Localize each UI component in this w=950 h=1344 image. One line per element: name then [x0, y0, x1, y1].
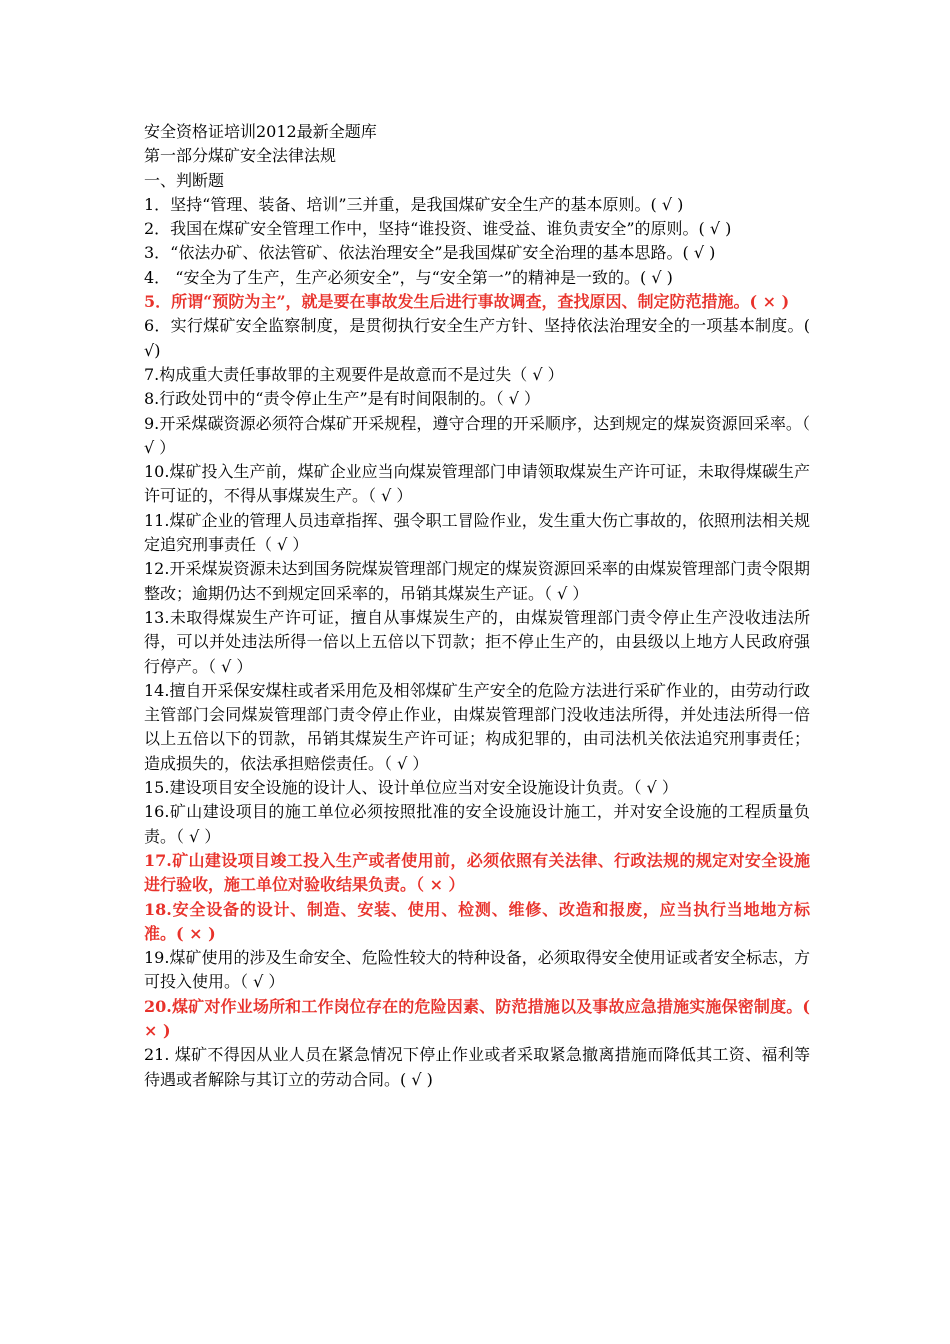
question-item: 16.矿山建设项目的施工单位必须按照批准的安全设施设计施工，并对安全设施的工程质量负责。（ √ ）: [144, 802, 810, 846]
question-item: 13.未取得煤炭生产许可证，擅自从事煤炭生产的，由煤炭管理部门责令停止生产没收违法所得，可以并处违法所得一倍以上五倍以下罚款；拒不停止生产的，由县级以上地方人民政府强行停产。（ √ ）: [144, 607, 810, 676]
question-item: 4． “安全为了生产，生产必须安全”，与“安全第一”的精神是一致的。( √ ): [144, 267, 673, 287]
question-item: 1．坚持“管理、装备、培训”三并重，是我国煤矿安全生产的基本原则。( √ ): [144, 194, 684, 214]
part-heading: 第一部分煤矿安全法律法规: [144, 146, 337, 166]
question-item: 3．“依法办矿、依法管矿、依法治理安全”是我国煤矿安全治理的基本思路。( √ ): [144, 243, 716, 263]
question-item: 8.行政处罚中的“责令停止生产”是有时间限制的。（ √ ）: [144, 389, 540, 409]
section-heading: 一、判断题: [144, 170, 225, 190]
question-item: 9.开采煤碳资源必须符合煤矿开采规程，遵守合理的开采顺序，达到规定的煤炭资源回采率。（ √ ）: [144, 413, 810, 457]
question-item: 15.建设项目安全设施的设计人、设计单位应当对安全设施设计负责。（ √ ）: [144, 778, 678, 798]
question-item: 21. 煤矿不得因从业人员在紧急情况下停止作业或者采取紧急撤离措施而降低其工资、福利等待遇或者解除与其订立的劳动合同。( √ ): [144, 1045, 810, 1089]
question-item: 10.煤矿投入生产前，煤矿企业应当向煤炭管理部门申请领取煤炭生产许可证，未取得煤碳生产许可证的，不得从事煤炭生产。（ √ ）: [144, 462, 810, 506]
question-item: 17.矿山建设项目竣工投入生产或者使用前，必须依照有关法律、行政法规的规定对安全设施进行验收，施工单位对验收结果负责。（ × ）: [144, 850, 810, 895]
question-item: 7.构成重大责任事故罪的主观要件是故意而不是过失（ √ ）: [144, 364, 564, 384]
question-item: 18.安全设备的设计、制造、安装、使用、检测、维修、改造和报废，应当执行当地地方标准。( × ): [144, 899, 810, 943]
question-item: 5．所谓“预防为主”，就是要在事故发生后进行事故调查，查找原因、制定防范措施。( × ): [144, 292, 790, 312]
document-page: [144, 120, 810, 1092]
question-item: 14.擅自开采保安煤柱或者采用危及相邻煤矿生产安全的危险方法进行采矿作业的，由劳动行政主管部门会同煤炭管理部门责令停止作业，由煤炭管理部门没收违法所得，并处违法所得一倍以上五倍以下的罚款，吊销其煤炭生产许可证；构成犯罪的，由司法机关依法追究刑事责任；造成损失的，依法承担赔偿责任。（ √ ）: [144, 680, 810, 773]
question-item: 12.开采煤炭资源未达到国务院煤炭管理部门规定的煤炭资源回采率的由煤炭管理部门责令限期整改；逾期仍达不到规定回采率的，吊销其煤炭生产证。（ √ ）: [144, 559, 810, 603]
doc-title: 安全资格证培训2012最新全题库: [144, 122, 377, 141]
question-item: 2．我国在煤矿安全管理工作中，坚持“谁投资、谁受益、谁负责安全”的原则。( √ ): [144, 219, 732, 239]
question-item: 6．实行煤矿安全监察制度，是贯彻执行安全生产方针、坚持依法治理安全的一项基本制度。( √): [144, 316, 810, 360]
question-item: 11.煤矿企业的管理人员违章指挥、强令职工冒险作业，发生重大伤亡事故的，依照刑法相关规定追究刑事责任（ √ ）: [144, 510, 810, 555]
question-list: [144, 193, 810, 1092]
question-item: 20.煤矿对作业场所和工作岗位存在的危险因素、防范措施以及事故应急措施实施保密制度。( × ): [144, 996, 810, 1040]
question-item: 19.煤矿使用的涉及生命安全、危险性较大的特种设备，必须取得安全使用证或者安全标志，方可投入使用。（ √ ）: [144, 948, 810, 992]
